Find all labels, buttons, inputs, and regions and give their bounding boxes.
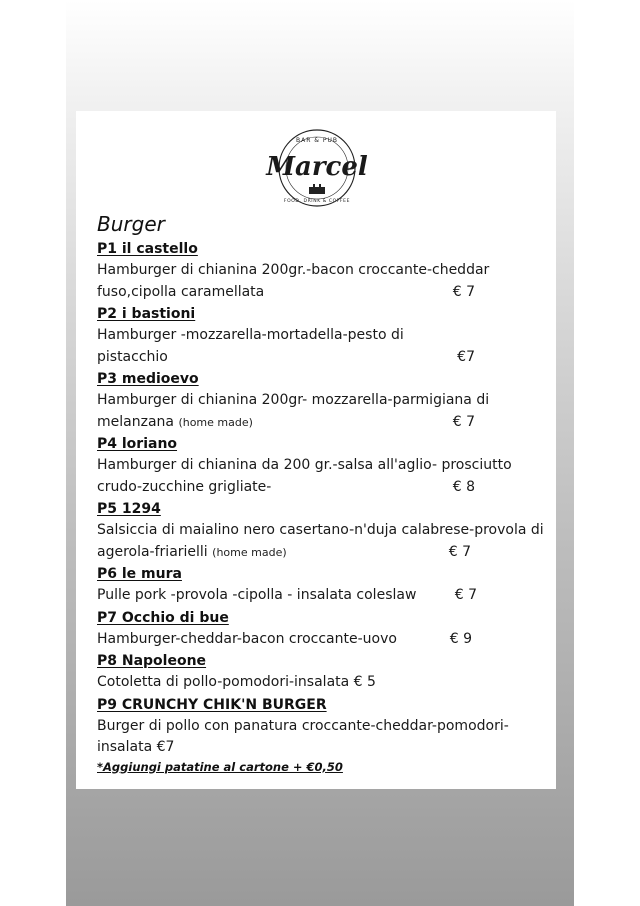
item-name: P3 medioevo <box>97 371 199 387</box>
menu-items <box>97 238 547 774</box>
item-name: P5 1294 <box>97 501 161 517</box>
menu-item <box>97 368 547 433</box>
item-note: (home made) <box>212 545 287 559</box>
item-description: Hamburger di chianina 200gr.-bacon croccante-cheddar fuso,cipolla caramellata € 7 <box>97 260 547 303</box>
item-price: € 7 <box>454 587 477 603</box>
logo-bottom-text: FOOD, DRINK & COFFEE <box>283 199 351 204</box>
footnote: *Aggiungi patatine al cartone + €0,50 <box>97 759 343 774</box>
item-name: P4 loriano <box>97 436 178 452</box>
item-description: Hamburger di chianina 200gr- mozzarella-parmigiana di melanzana (home made) € 7 <box>97 390 547 433</box>
section-title: Burger <box>97 212 165 236</box>
item-price: € 7 <box>448 543 471 560</box>
menu-item <box>97 650 547 694</box>
item-name: P9 CRUNCHY CHIK'N BURGER <box>97 696 327 713</box>
item-name: P8 Napoleone <box>97 653 207 669</box>
menu-item <box>97 563 547 607</box>
item-description: Hamburger -mozzarella-mortadella-pesto di pistacchio €7 <box>97 325 547 368</box>
menu-item <box>97 433 547 498</box>
item-name: P2 i bastioni <box>97 306 196 322</box>
item-name: P1 il castello <box>97 241 198 257</box>
item-name: P7 Occhio di bue <box>97 609 229 626</box>
item-price: € 7 <box>452 413 475 430</box>
menu-item <box>97 498 547 563</box>
item-description: Pulle pork -provola -cipolla - insalata coleslaw € 7 <box>97 585 547 607</box>
menu-item <box>97 694 547 759</box>
item-description: Burger di pollo con panatura croccante-cheddar-pomodori-insalata €7 <box>97 717 509 755</box>
menu-item <box>97 303 547 368</box>
item-name: P6 le mura <box>97 566 182 582</box>
item-price: € 7 <box>452 283 475 300</box>
item-description: Hamburger-cheddar-bacon croccante-uovo € 9 <box>97 629 547 651</box>
item-price: € 8 <box>452 478 475 495</box>
item-description: Salsiccia di maialino nero casertano-n'duja calabrese-provola di agerola-friarielli (home made) € 7 <box>97 520 547 563</box>
item-price: € 9 <box>449 630 472 647</box>
marcel-logo <box>262 125 372 211</box>
item-description: Hamburger di chianina da 200 gr.-salsa all'aglio- prosciutto crudo-zucchine grigliate- € 8 <box>97 455 547 498</box>
logo-name: Marcel <box>266 152 368 182</box>
logo-top-text: BAR & PUB <box>295 137 339 144</box>
menu-card <box>76 111 556 789</box>
menu-item <box>97 607 547 651</box>
item-note: (home made) <box>178 415 253 429</box>
menu-item <box>97 238 547 303</box>
item-price: €7 <box>457 348 475 365</box>
item-description: Cotoletta di pollo-pomodori-insalata € 5 <box>97 674 376 690</box>
